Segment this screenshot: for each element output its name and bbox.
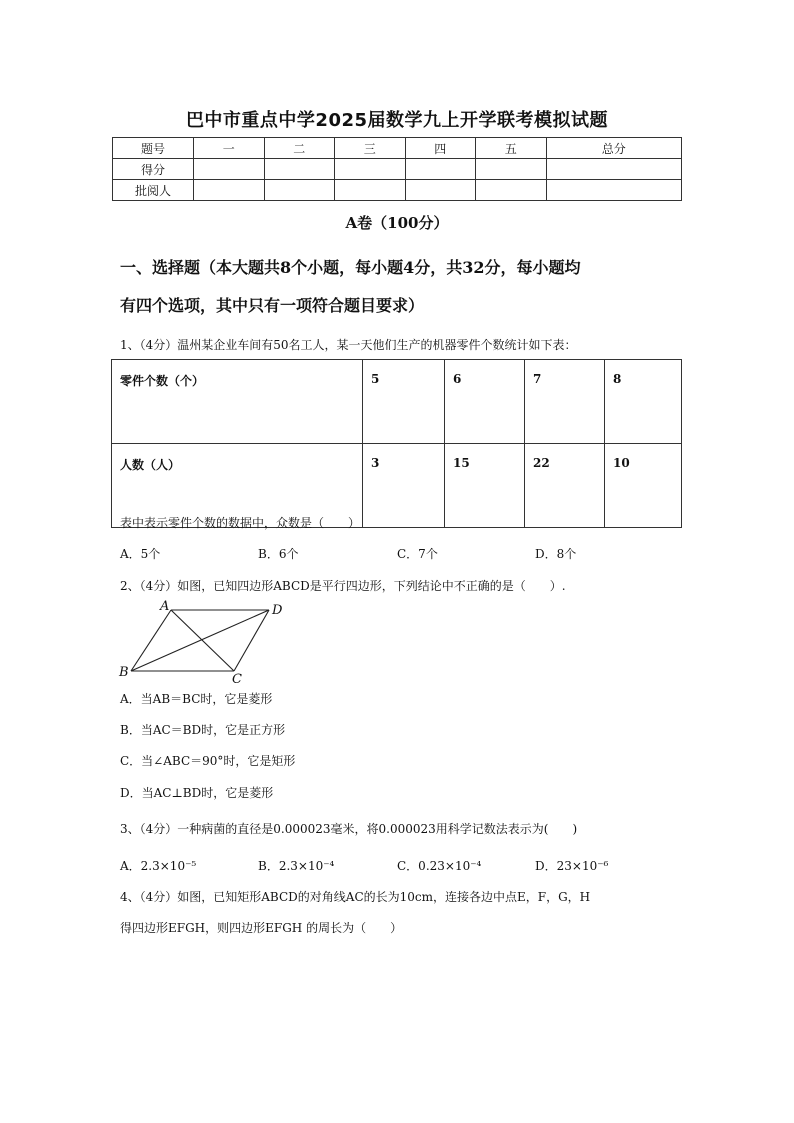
- q1-data-table: [111, 359, 682, 528]
- section-heading-line1: 一、选择题（本大题共8个小题，每小题4分，共32分，每小题均: [120, 258, 581, 277]
- table-cell: 三: [335, 138, 406, 159]
- label-c: C: [232, 672, 242, 684]
- q1-stem: 1、（4分）温州某企业车间有50名工人，某一天他们生产的机器零件个数统计如下表：: [120, 338, 577, 352]
- q3-option-b: B．2.3×10⁻⁴: [258, 859, 335, 873]
- table-cell: 批阅人: [113, 180, 194, 201]
- table-cell: 人数（人）: [112, 444, 363, 528]
- table-cell: 15: [445, 444, 525, 528]
- table-cell: [335, 180, 406, 201]
- table-cell: [546, 159, 682, 180]
- q1-question: 表中表示零件个数的数据中，众数是（ ）: [120, 516, 361, 530]
- table-cell: 6: [445, 360, 525, 444]
- table-cell: 五: [476, 138, 547, 159]
- q2-stem: 2、（4分）如图，已知四边形ABCD是平行四边形，下列结论中不正确的是（ ）.: [120, 579, 566, 593]
- table-cell: [476, 159, 547, 180]
- q1-option-b: B．6个: [258, 547, 299, 561]
- label-b: B: [119, 665, 129, 680]
- table-cell: 3: [363, 444, 445, 528]
- q1-option-c: C．7个: [397, 547, 438, 561]
- table-cell: [476, 180, 547, 201]
- table-cell: [264, 180, 335, 201]
- q4-line1: 4、（4分）如图，已知矩形ABCD的对角线AC的长为10cm，连接各边中点E，F，G，H: [120, 890, 591, 904]
- table-cell: 10: [605, 444, 682, 528]
- table-row: [112, 360, 682, 444]
- q1-option-a: A．5个: [120, 547, 161, 561]
- table-row: [113, 159, 682, 180]
- q2-option-a: A．当AB＝BC时，它是菱形: [120, 692, 273, 706]
- label-d: D: [272, 603, 283, 618]
- q1-option-d: D．8个: [535, 547, 577, 561]
- diagonal-bd: [131, 610, 269, 671]
- q2-option-d: D．当AC⊥BD时，它是菱形: [120, 786, 274, 800]
- section-heading-line2: 有四个选项，其中只有一项符合题目要求）: [120, 296, 425, 315]
- table-cell: 一: [194, 138, 265, 159]
- diagonal-ac: [171, 610, 234, 671]
- table-cell: [194, 159, 265, 180]
- table-cell: [546, 180, 682, 201]
- table-cell: [335, 159, 406, 180]
- q4-line2: 得四边形EFGH，则四边形EFGH 的周长为（ ）: [120, 921, 403, 935]
- table-cell: 二: [264, 138, 335, 159]
- q2-option-b: B．当AC＝BD时，它是正方形: [120, 723, 286, 737]
- table-cell: [405, 159, 476, 180]
- table-cell: 四: [405, 138, 476, 159]
- q2-option-c: C．当∠ABC＝90°时，它是矩形: [120, 754, 296, 768]
- table-cell: [405, 180, 476, 201]
- page-title: 巴中市重点中学2025届数学九上开学联考模拟试题: [185, 110, 609, 131]
- table-cell: [194, 180, 265, 201]
- table-row: [113, 138, 682, 159]
- table-cell: [264, 159, 335, 180]
- table-cell: 题号: [113, 138, 194, 159]
- score-table: [112, 137, 682, 201]
- table-cell: 7: [525, 360, 605, 444]
- edge-cd: [234, 610, 269, 671]
- table-cell: 总分: [546, 138, 682, 159]
- parallelogram-figure: [118, 598, 294, 684]
- q3-option-c: C．0.23×10⁻⁴: [397, 859, 482, 873]
- table-cell: 零件个数（个）: [112, 360, 363, 444]
- table-cell: 22: [525, 444, 605, 528]
- table-cell: 得分: [113, 159, 194, 180]
- table-row: [113, 180, 682, 201]
- table-cell: 8: [605, 360, 682, 444]
- label-a: A: [160, 599, 170, 614]
- table-cell: 5: [363, 360, 445, 444]
- q3-option-d: D．23×10⁻⁶: [535, 859, 609, 873]
- volume-heading: A卷（100分）: [345, 214, 449, 232]
- q3-option-a: A．2.3×10⁻⁵: [120, 859, 197, 873]
- q3-stem: 3、（4分）一种病菌的直径是0.000023毫米，将0.000023用科学记数法表示为( ): [120, 822, 578, 836]
